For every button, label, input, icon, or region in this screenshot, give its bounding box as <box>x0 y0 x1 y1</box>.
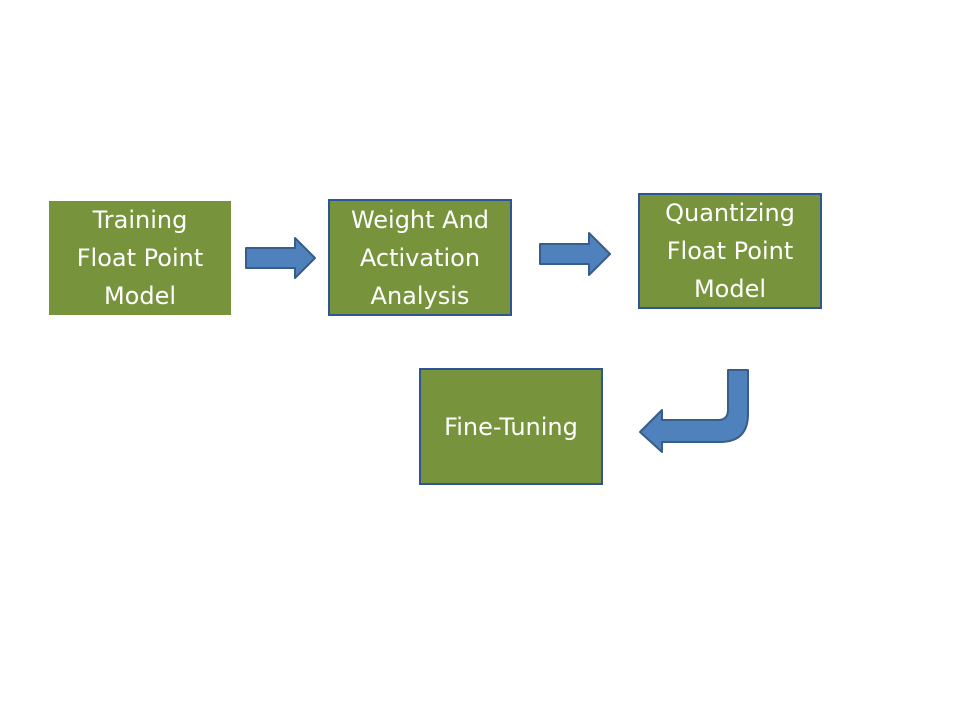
node-fine-tuning: Fine-Tuning <box>419 368 603 485</box>
arrow-training-to-analysis <box>244 236 318 280</box>
right-arrow-shape <box>540 233 610 275</box>
node-weight-and-activation-analysis: Weight And Activation Analysis <box>328 199 512 316</box>
arrow-analysis-to-quantizing <box>538 231 614 277</box>
arrow-quantizing-to-finetuning <box>636 368 752 456</box>
right-arrow-shape <box>246 238 315 278</box>
bent-arrow-shape <box>640 370 748 452</box>
node-training-float-point-model: Training Float Point Model <box>49 201 231 315</box>
node-quantizing-float-point-model: Quantizing Float Point Model <box>638 193 822 309</box>
